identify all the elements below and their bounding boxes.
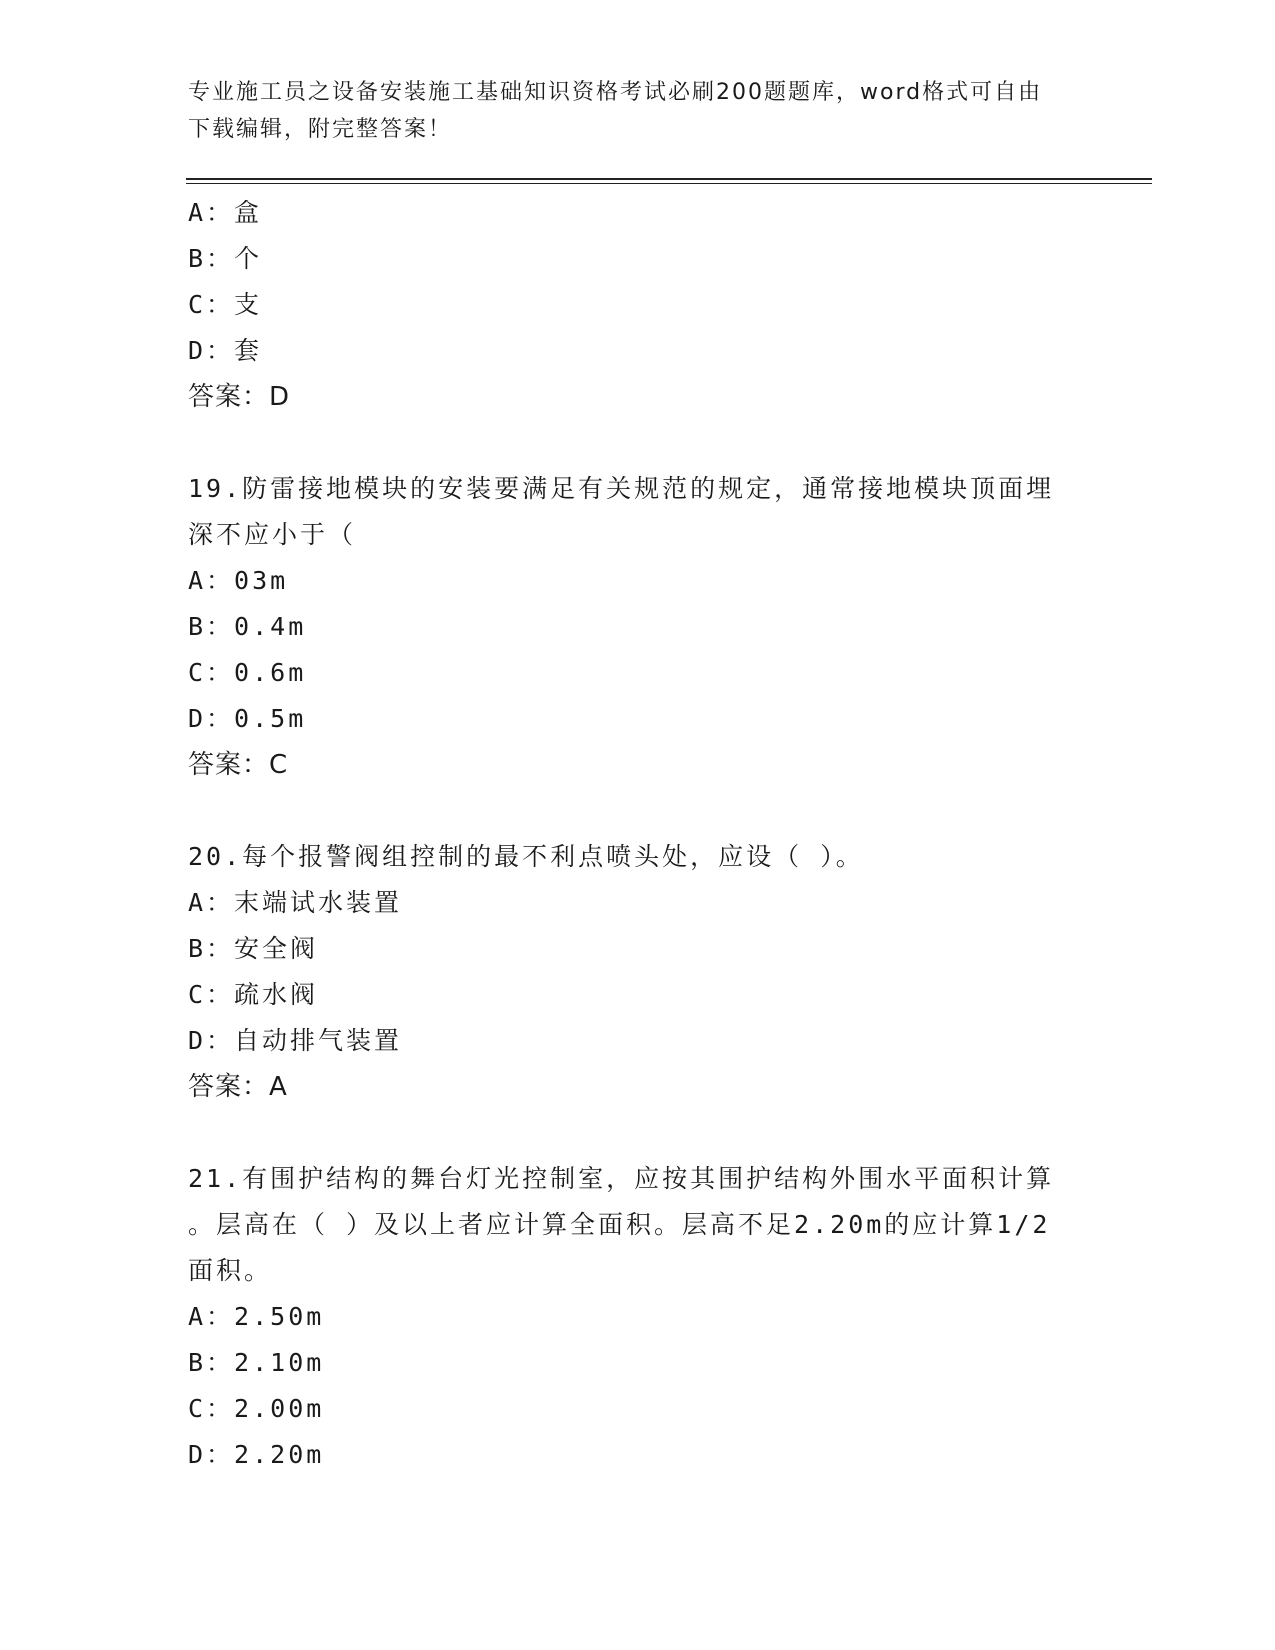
option-c: C：支: [188, 290, 263, 319]
option-a: A：03m: [188, 566, 289, 595]
option-a: A：盒: [188, 198, 263, 227]
option-c: C：疏水阀: [188, 980, 319, 1009]
question-20: [188, 834, 1088, 1110]
option-b: B：0.4m: [188, 612, 307, 641]
option-d: D：2.20m: [188, 1440, 325, 1469]
question-21: [188, 1156, 1088, 1478]
option-c: C：0.6m: [188, 658, 307, 687]
spacer: [188, 788, 1088, 834]
question-19: [188, 466, 1088, 788]
spacer: [188, 1110, 1088, 1156]
answer: 答案：D: [188, 382, 291, 412]
option-a: A：末端试水装置: [188, 888, 403, 917]
option-d: D：套: [188, 336, 263, 365]
question-text-line: 19.防雷接地模块的安装要满足有关规范的规定，通常接地模块顶面埋: [188, 474, 1055, 503]
question-text-line: 21.有围护结构的舞台灯光控制室，应按其围护结构外围水平面积计算: [188, 1164, 1055, 1193]
document-header: [188, 74, 1068, 148]
option-d: D：自动排气装置: [188, 1026, 403, 1055]
question-text-line: 20.每个报警阀组控制的最不利点喷头处，应设（ ）。: [188, 842, 864, 871]
option-c: C：2.00m: [188, 1394, 325, 1423]
option-d: D：0.5m: [188, 704, 307, 733]
header-line-1: 专业施工员之设备安装施工基础知识资格考试必刷200题题库，word格式可自由: [188, 80, 1043, 105]
option-b: B：2.10m: [188, 1348, 325, 1377]
question-text-line: 深不应小于（: [188, 520, 357, 549]
header-divider-thin: [186, 183, 1152, 184]
option-a: A：2.50m: [188, 1302, 325, 1331]
question-list: [188, 190, 1088, 1478]
answer: 答案：C: [188, 750, 289, 780]
spacer: [188, 420, 1088, 466]
header-line-2: 下载编辑，附完整答案！: [188, 117, 453, 142]
option-b: B：安全阀: [188, 934, 319, 963]
question-text-line: 面积。: [188, 1256, 273, 1285]
header-divider-thick: [186, 178, 1152, 180]
option-b: B：个: [188, 244, 263, 273]
answer: 答案：A: [188, 1072, 288, 1102]
question-text-line: 。层高在（ ）及以上者应计算全面积。层高不足2.20m的应计算1/2: [188, 1210, 1051, 1239]
question-18: [188, 190, 1088, 420]
